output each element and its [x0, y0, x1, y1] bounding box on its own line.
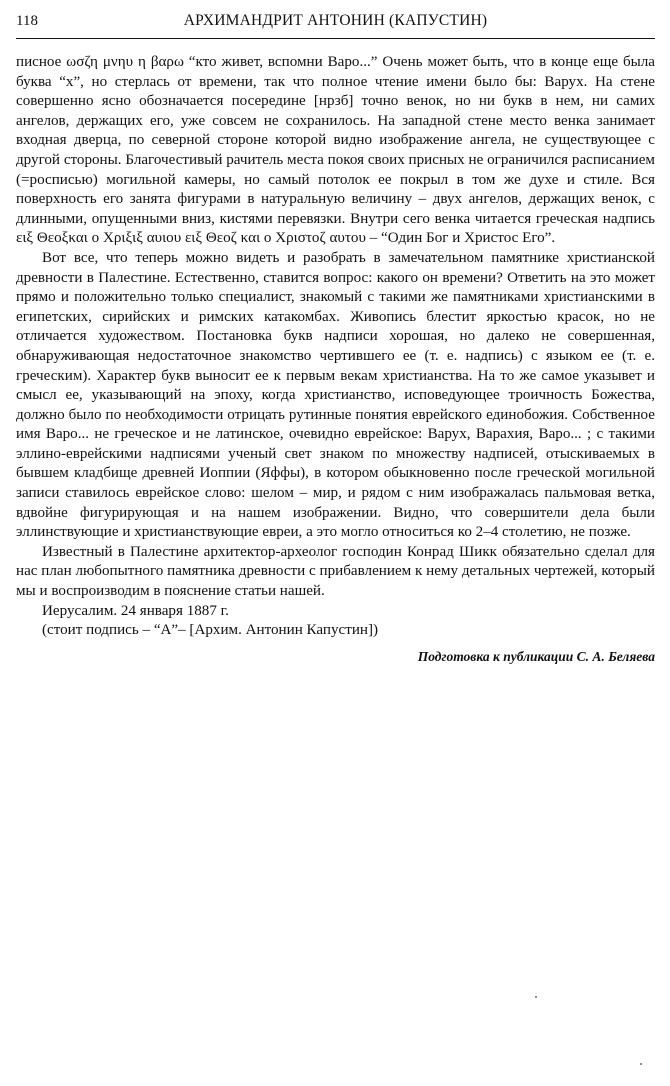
paragraph: Известный в Палестине архитектор-археолог господин Конрад Шикк обязательно сделал для нас план любопытного памятника древности с прибавлением к нему детальных чертежей, который мы и воспроизводим в пояснение статьи нашей.	[16, 543, 655, 600]
article-body	[16, 53, 655, 666]
running-head: АРХИМАНДРИТ АНТОНИН (КАПУСТИН)	[183, 12, 488, 29]
paragraph: писное ωσζη μνηυ η βαρω “кто живет, вспомни Варо...” Очень может быть, что в конце еще была буква “х”, но стерлась от времени, так что полное чтение имени было бы: Варух. На стене совершенно ясно обозначается посередине [нрзб] точно венок, но ни букв в нем, ни самих ангелов, держащих его, уже совсем не сохранилось. На западной стене место венка занимает входная дверца, по северной стороне которой видно изображение ангела, не существующее с другой стороны. Благочестивый рачитель места покоя своих присных не ограничился расписанием (=росписью) могильной камеры, но самый потолок ее покрыл в том же духе и стиле. Вся поверхность его занята фигурами в натуральную величину – двух ангелов, держащих венок, с длинными, опущенными вниз, кистями перевязки. Внутри сего венка читается греческая надпись ειξ Θεοξκαι ο Χριξιξ αυιου ειξ Θεοζ και ο Χριστοζ αυτου – “Один Бог и Христос Его”.	[16, 54, 655, 247]
scan-speck	[535, 996, 537, 998]
signature-note: (стоит подпись – “А”– [Архим. Антонин Капустин])	[42, 622, 379, 639]
publication-credit: Подготовка к публикации С. А. Беляева	[417, 648, 655, 664]
scan-speck	[640, 1063, 642, 1065]
paragraph: Вот все, что теперь можно видеть и разобрать в замечательном памятнике христианской древности в Палестине. Естественно, ставится вопрос: какого он времени? Ответить на это может прямо и положительно только специалист, знакомый с такими же памятниками христианскими в египетских, сирийских и римских катакомбах. Живопись блестит яркостью красок, но не отличается художеством. Постановка букв надписи хорошая, но далеко не совершенная, обнаруживающая недостаточное знакомство чертившего ее (т. е. надпись) с языком ее (т. е. греческим). Характер букв выносит ее к первым векам христианства. На то же самое указывет и смысл ее, указывающий на эпоху, когда христианство, исповедующее троичность Божества, должно было по необходимости отрицать рутинные понятия еврейского единобожия. Собственное имя Варо... не греческое и не латинское, очевидно еврейское: Варух, Варахия, Варо... ; с такими эллино-еврейскими надписями ученый свет знаком по множеству надписей, отыскиваемых в бывшем кладбище древней Иоппии (Яффы), в котором обыкновенно после греческой могильной записи ставилось еврейское слово: шелом – мир, и рядом с ним изображалась пальмовая ветка, вдвойне фигурирующая и на нашем изображении. Видно, что совершители дела были эллинствующие и христианствующие евреи, а это могло относиться ко 2–4 столетию, не позже.	[16, 249, 655, 541]
place-date-line: Иерусалим. 24 января 1887 г.	[42, 602, 229, 619]
page-header	[16, 12, 655, 39]
page-number: 118	[16, 13, 38, 29]
